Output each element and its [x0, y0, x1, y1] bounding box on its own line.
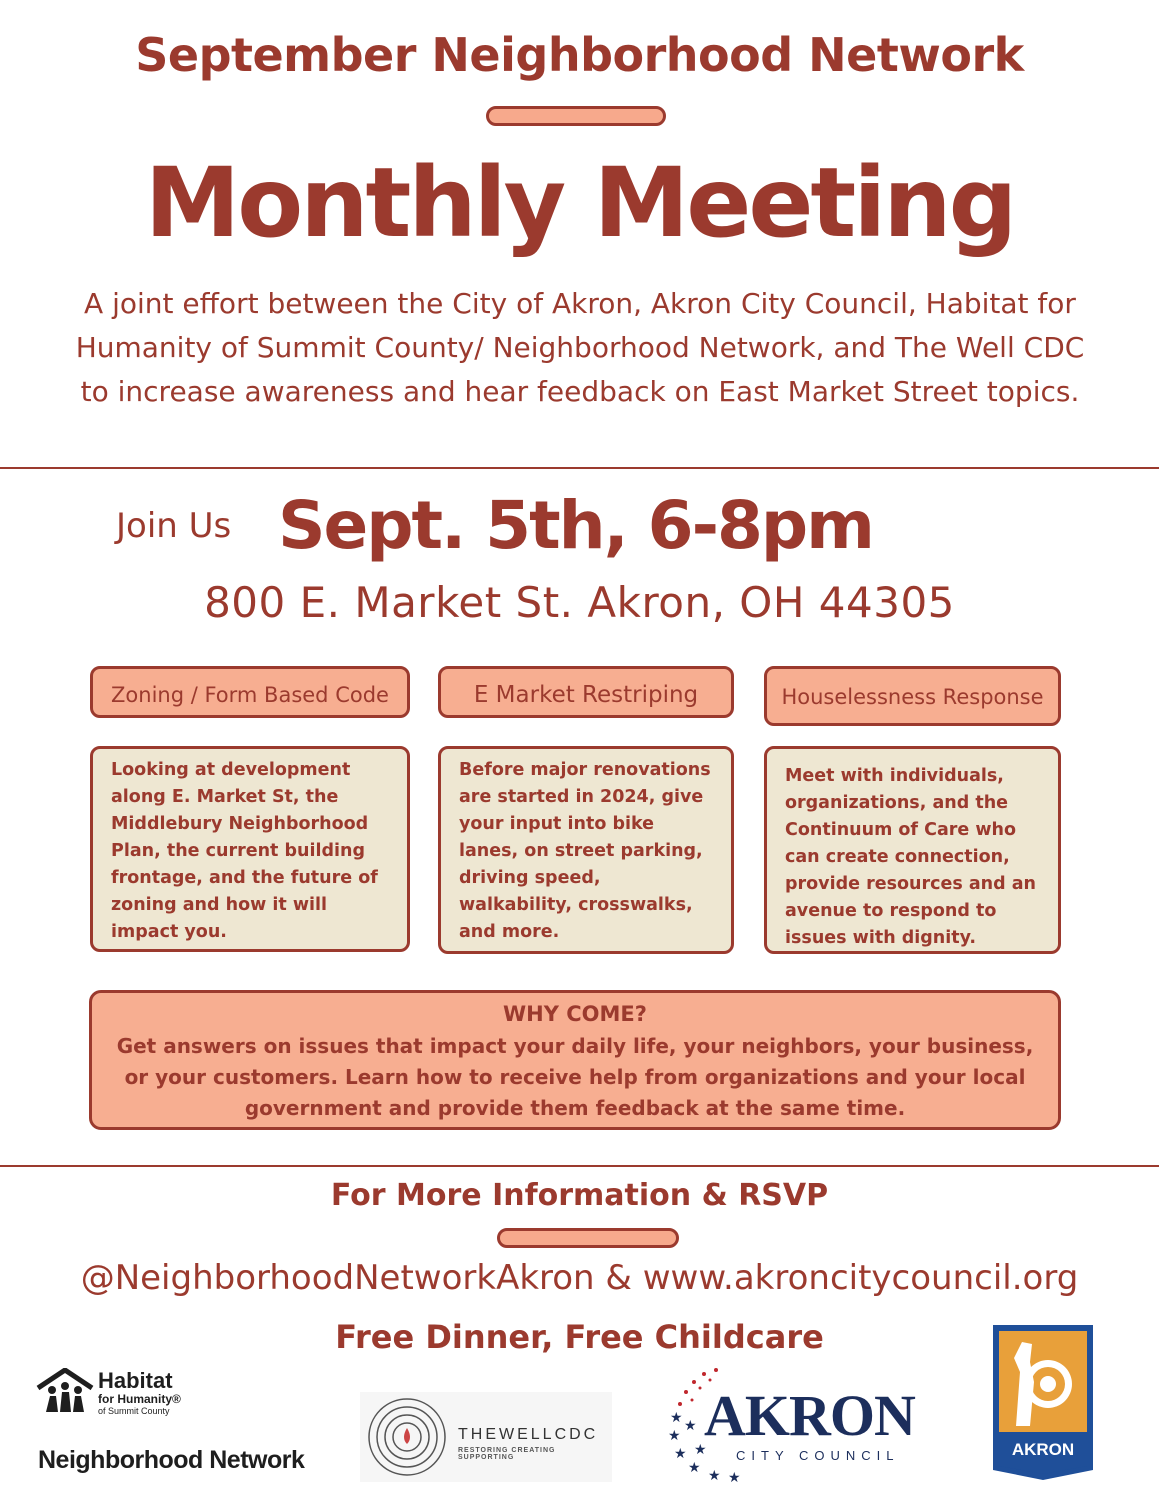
svg-text:★: ★: [708, 1468, 721, 1484]
decorative-pill: [486, 106, 666, 126]
divider: [0, 467, 1159, 469]
decorative-pill: [497, 1228, 679, 1248]
why-come-title: WHY COME?: [503, 1002, 647, 1026]
house-people-icon: [36, 1368, 94, 1414]
topic-heading-restriping: E Market Restriping: [438, 666, 734, 718]
habitat-name: Habitat: [98, 1368, 173, 1393]
council-subtitle: CITY COUNCIL: [736, 1448, 900, 1463]
habitat-logo: [36, 1368, 236, 1428]
akron-city-council-logo: [666, 1360, 916, 1485]
neighborhood-network-logo: Neighborhood Network: [38, 1446, 305, 1474]
why-come-text: Get answers on issues that impact your daily life, your neighbors, your business, or your customers. Learn how to receive help from organizations and your local government and provide them feedback at the same time.: [116, 1034, 1034, 1120]
event-row: [0, 478, 1159, 578]
join-label: Join Us: [116, 506, 232, 546]
intro-text: A joint effort between the City of Akron, Akron City Council, Habitat for Humanity of Summit County/ Neighborhood Network, and The Well CDC to increase awareness and hear feedback on East Market Street topics.: [75, 287, 1085, 408]
more-info-heading: For More Information & RSVP: [330, 1178, 829, 1213]
habitat-sub2: of Summit County: [98, 1406, 170, 1416]
well-cdc-name: THEWELLCDC: [458, 1426, 599, 1443]
topic-body-restriping: Before major renovations are started in 2024, give your input into bike lanes, on street parking, driving speed, walkability, crosswalks, and more.: [438, 746, 734, 954]
topic-body-zoning: Looking at development along E. Market St, the Middlebury Neighborhood Plan, the current building frontage, and the future of zoning and how it will impact you.: [90, 746, 410, 952]
topic-heading-houselessness: Houselessness Response: [764, 666, 1061, 726]
council-name: AKRON: [704, 1383, 915, 1448]
svg-text:★: ★: [728, 1470, 741, 1485]
svg-text:★: ★: [688, 1460, 701, 1476]
svg-text:★: ★: [674, 1446, 687, 1462]
why-come-box: [89, 990, 1061, 1130]
concentric-rings-icon: [362, 1392, 452, 1482]
event-address: 800 E. Market St. Akron, OH 44305: [204, 578, 955, 627]
page-title: Monthly Meeting: [144, 147, 1015, 259]
well-cdc-tagline: RESTORING CREATING SUPPORTING: [458, 1447, 556, 1461]
svg-text:★: ★: [670, 1410, 683, 1426]
free-offer: Free Dinner, Free Childcare: [335, 1318, 824, 1356]
divider: [0, 1165, 1159, 1167]
topic-body-houselessness: Meet with individuals, organizations, and the Continuum of Care who can create connection, provide resources and an avenue to respond to issues with dignity.: [764, 746, 1061, 954]
svg-text:★: ★: [684, 1418, 697, 1434]
topic-heading-zoning: Zoning / Form Based Code: [90, 666, 410, 718]
habitat-sub1: for Humanity®: [98, 1392, 181, 1406]
social-links[interactable]: @NeighborhoodNetworkAkron & www.akroncitycouncil.org: [80, 1258, 1079, 1298]
event-date-time: Sept. 5th, 6-8pm: [278, 487, 873, 564]
header-subtitle: September Neighborhood Network: [135, 28, 1024, 82]
well-cdc-logo: [360, 1392, 612, 1482]
svg-text:★: ★: [668, 1428, 681, 1444]
svg-text:★: ★: [694, 1442, 707, 1458]
akron-label: AKRON: [1011, 1440, 1075, 1459]
city-of-akron-logo: [990, 1322, 1096, 1482]
